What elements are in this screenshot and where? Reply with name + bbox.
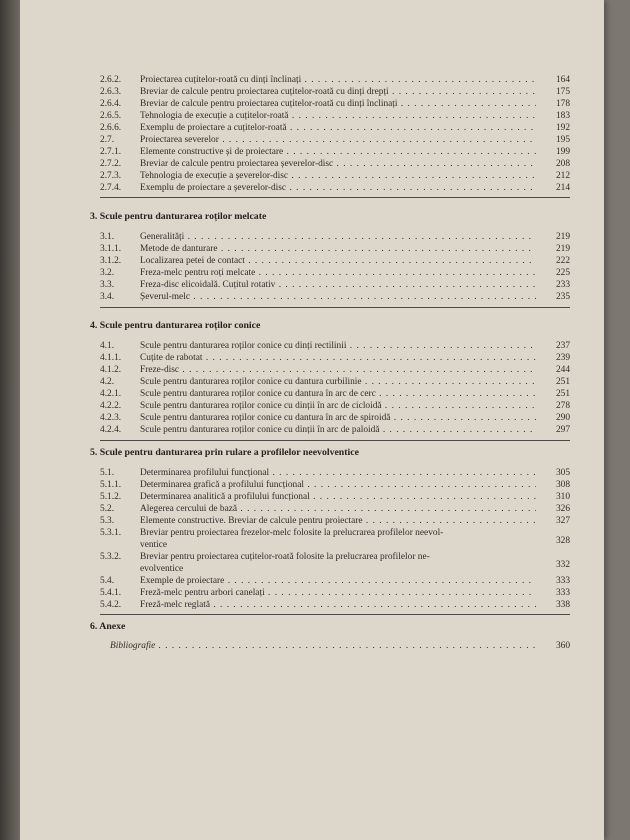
toc-entry: 5.3. Elemente constructive. Breviar de calcule pentru proiectare . . . 327	[100, 515, 570, 527]
toc-entry: 5.4. Exemple de proiectare . . . 333	[100, 575, 570, 587]
toc-entry: 5.3.1. Breviar pentru proiectarea frezelor-melc folosite la prelucrarea profilelor neevol- 328	[100, 528, 570, 546]
toc-entry: 4.1.2. Freze-disc . . . 244	[100, 364, 570, 376]
toc-entry: 2.7.4. Exemplu de proiectare a șeverelor-disc . . . 214	[100, 182, 570, 194]
toc-entry: 5.3.2. Breviar pentru proiectarea cuțitelor-roată folosite la prelucrarea profilelor ne- 332	[100, 552, 570, 570]
chapter-heading: 3. Scule pentru danturarea roților melcate	[90, 211, 267, 222]
toc-entry: 4.1.1. Cuțite de rabotat . . . 239	[100, 352, 570, 364]
toc-entry: 2.7.1. Elemente constructive și de proiectare . . . 199	[100, 146, 570, 158]
toc-entry: 3.2. Freza-melc pentru roți melcate . . . 225	[100, 267, 570, 279]
chapter-heading: 5. Scule pentru danturarea prin rulare a profilelor neevolventice	[90, 447, 359, 458]
toc-entry: 2.7. Proiectarea severelor . . . 195	[100, 134, 570, 146]
divider	[100, 307, 570, 308]
toc-entry: 4.2.2. Scule pentru danturarea roților conice cu dinții în arc de cicloidă . . . 278	[100, 400, 570, 412]
toc-entry: 5.1.1. Determinarea grafică a profilului funcțional . . . 308	[100, 479, 570, 491]
toc-entry: 4.1. Scule pentru danturarea roților conice cu dinți rectilinii . . . 237	[100, 340, 570, 352]
toc-entry: 5.4.2. Freză-melc reglată . . . 338	[100, 599, 570, 611]
toc-entry: 2.7.2. Breviar de calcule pentru proiectarea șeverelor-disc . . . 208	[100, 158, 570, 170]
toc-entry: 4.2.3. Scule pentru danturarea roților conice cu dantura în arc de spiroidă . . . 290	[100, 412, 570, 424]
toc-entry: 2.6.6. Exemplu de proiectare a cuțitelor-roată . . . 192	[100, 122, 570, 134]
toc-entry: 4.2.1. Scule pentru danturarea roților conice cu dantura în arc de cerc . . . 251	[100, 388, 570, 400]
toc-entry: 5.2. Alegerea cercului de bază . . . 326	[100, 503, 570, 515]
toc-entry: 3.1.2. Localizarea petei de contact . . . 222	[100, 255, 570, 267]
toc-entry: 2.6.4. Breviar de calcule pentru proiectarea cuțitelor-roată cu dinți înclinați . . . 178	[100, 98, 570, 110]
divider	[100, 197, 570, 198]
toc-entry: 3.3. Freza-disc elicoidală. Cuțitul rotativ . . . 233	[100, 279, 570, 291]
toc-entry: 3.1. Generalități . . . 219	[100, 231, 570, 243]
toc-entry-continuation: evolventice	[140, 564, 184, 574]
toc-entry: 4.2.4. Scule pentru danturarea roților conice cu dinții în arc de paloidă . . . 297	[100, 424, 570, 436]
toc-entry: 2.6.3. Breviar de calcule pentru proiectarea cuțitelor-roată cu dinți drepți . . . 175	[100, 86, 570, 98]
chapter-heading: 6. Anexe	[90, 621, 126, 632]
bibliography-entry: Bibliografie . . . 360	[110, 640, 570, 652]
toc-entry: 5.1.2. Determinarea analitică a profilului funcțional . . . 310	[100, 491, 570, 503]
toc-entry-continuation: venticе	[140, 540, 168, 550]
toc-entry: 2.6.5. Tehnologia de execuție a cuțitelor-roată . . . 183	[100, 110, 570, 122]
toc-entry: 4.2. Scule pentru danturarea roților conice cu dantura curbilinie . . . 251	[100, 376, 570, 388]
book-spine-shadow	[0, 0, 20, 840]
toc-entry: 3.4. Șeverul-melc . . . 235	[100, 291, 570, 303]
toc-entry: 2.7.3. Tehnologia de execuție a șeverelor-disc . . . 212	[100, 170, 570, 182]
divider	[100, 614, 570, 615]
toc-entry: 2.6.2. Proiectarea cuțitelor-roată cu dinți înclinați . . . 164	[100, 74, 570, 86]
divider	[100, 440, 570, 441]
chapter-heading: 4. Scule pentru danturarea roților conice	[90, 320, 261, 331]
toc-entry: 3.1.1. Metode de danturare . . . 219	[100, 243, 570, 255]
toc-entry: 5.1. Determinarea profilului funcțional . . . 305	[100, 467, 570, 479]
toc-entry: 5.4.1. Freză-melc pentru arbori canelați . . . 333	[100, 587, 570, 599]
